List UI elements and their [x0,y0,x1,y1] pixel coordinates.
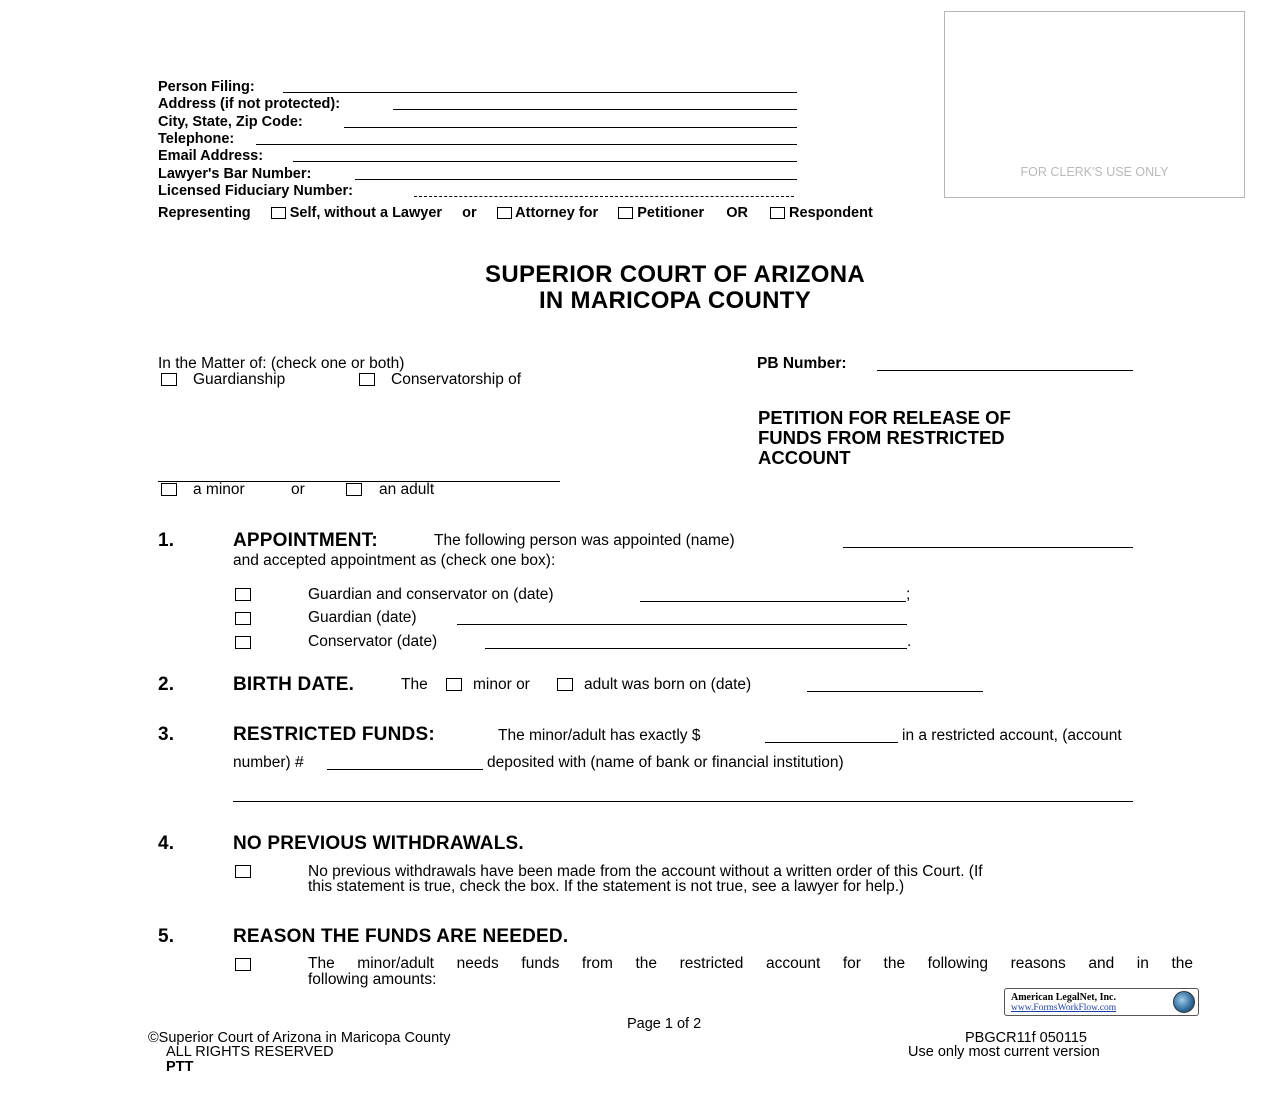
section2-title: BIRTH DATE. [233,674,355,695]
section1-number: 1. [158,530,175,551]
guardian-date-field[interactable] [457,624,907,625]
bank-name-field[interactable] [233,801,1133,802]
guardian-conservator-label: Guardian and conservator on (date) [308,586,554,603]
version-note: Use only most current version [908,1044,1100,1060]
self-checkbox[interactable] [271,207,286,219]
account-number-field[interactable] [327,769,483,770]
section4-text2: this statement is true, check the box. If the statement is not true, see a lawyer for help.) [308,878,905,895]
attorney-checkbox[interactable] [497,207,512,219]
self-label: Self, without a Lawyer [289,205,443,221]
court-title-line2: IN MARICOPA COUNTY [538,287,812,314]
representing-row [158,205,873,221]
petition-title-line3: ACCOUNT [758,447,851,468]
petitioner-checkbox[interactable] [618,207,633,219]
city-state-zip-label: City, State, Zip Code: [158,114,303,130]
clerk-use-label: FOR CLERK'S USE ONLY [1020,165,1169,179]
pb-number-label: PB Number: [757,355,847,372]
court-title-line1: SUPERIOR COURT OF ARIZONA [485,261,865,288]
address-field[interactable] [393,109,797,110]
guardian-conservator-date-field[interactable] [640,601,906,602]
pb-number-field[interactable] [877,370,1133,371]
section1-text1: The following person was appointed (name) [434,532,735,549]
section1-text2: and accepted appointment as (check one box): [233,552,556,569]
representing-label: Representing [158,205,251,221]
section5-number: 5. [158,926,175,947]
copyright: ©Superior Court of Arizona in Maricopa County [148,1030,451,1046]
section3-number: 3. [158,724,175,745]
conservator-date-field[interactable] [485,648,907,649]
minor-label: a minor [193,481,245,498]
attorney-for-label: Attorney for [515,205,599,221]
conservator-checkbox[interactable] [235,636,251,649]
birth-date-field[interactable] [807,691,983,692]
telephone-label: Telephone: [158,131,235,147]
logo-url[interactable]: www.FormsWorkFlow.com [1011,1003,1117,1013]
email-label: Email Address: [158,148,264,164]
conservatorship-checkbox[interactable] [359,373,375,386]
opt1-semicolon: ; [906,586,911,603]
opt3-period: . [907,633,912,650]
ptt-code: PTT [166,1059,194,1075]
minor-checkbox[interactable] [161,483,177,496]
telephone-field[interactable] [256,144,797,145]
section3-text1: The minor/adult has exactly $ [498,727,701,744]
amount-field[interactable] [765,742,898,743]
logo-company: American LegalNet, Inc. [1011,992,1116,1003]
section4-number: 4. [158,833,175,854]
section5-title: REASON THE FUNDS ARE NEEDED. [233,926,569,947]
section3-text1-end: in a restricted account, (account [902,727,1122,744]
city-state-zip-field[interactable] [344,127,797,128]
section2-number: 2. [158,674,175,695]
guardian-conservator-checkbox[interactable] [235,588,251,601]
conservatorship-label: Conservatorship of [391,371,522,388]
guardian-checkbox[interactable] [235,612,251,625]
no-withdrawals-checkbox[interactable] [235,865,251,878]
section2-adult-born: adult was born on (date) [584,676,752,693]
globe-icon [1173,991,1195,1013]
adult-label: an adult [379,481,435,498]
funds-needed-checkbox[interactable] [235,958,251,971]
section3-text2: number) # [233,754,304,771]
page-indicator: Page 1 of 2 [627,1016,702,1032]
rights-reserved: ALL RIGHTS RESERVED [166,1044,334,1060]
guardian-label: Guardian (date) [308,609,417,626]
appointee-name-field[interactable] [843,547,1133,548]
address-label: Address (if not protected): [158,96,341,112]
birth-adult-checkbox[interactable] [557,678,573,691]
respondent-checkbox[interactable] [770,207,785,219]
bar-number-field[interactable] [355,179,797,180]
section4-title: NO PREVIOUS WITHDRAWALS. [233,833,524,854]
section5-text1: The minor/adult needs funds from the restricted account for the following reasons and in the [308,955,1193,972]
petition-title-line2: FUNDS FROM RESTRICTED [758,427,1005,448]
section3-title: RESTRICTED FUNDS: [233,724,435,745]
section2-the: The [401,676,428,693]
conservator-label: Conservator (date) [308,633,438,650]
fiduciary-number-label: Licensed Fiduciary Number: [158,183,353,199]
guardianship-checkbox[interactable] [161,373,177,386]
section5-text2: following amounts: [308,971,437,988]
american-legalnet-logo[interactable] [1004,988,1199,1016]
clerk-use-box [944,11,1245,198]
bar-number-label: Lawyer's Bar Number: [158,166,312,182]
birth-minor-checkbox[interactable] [446,678,462,691]
section4-text1: No previous withdrawals have been made from the account without a written order of this Court. (If [308,863,983,880]
person-filing-label: Person Filing: [158,79,255,95]
petitioner-label: Petitioner [637,205,705,221]
matter-heading: In the Matter of: (check one or both) [158,355,405,372]
fiduciary-number-field[interactable] [414,196,794,197]
form-code: PBGCR11f 050115 [965,1030,1087,1046]
petition-title-line1: PETITION FOR RELEASE OF [758,407,1011,428]
guardianship-label: Guardianship [193,371,286,388]
or-caps-label: OR [726,205,748,221]
person-filing-field[interactable] [283,92,797,93]
email-field[interactable] [293,161,797,162]
minor-adult-or: or [291,481,305,498]
or-label: or [462,205,477,221]
adult-checkbox[interactable] [346,483,362,496]
section3-text2-end: deposited with (name of bank or financial institution) [487,754,844,771]
section2-minor-or: minor or [473,676,530,693]
section1-title: APPOINTMENT: [233,530,378,551]
respondent-label: Respondent [789,205,873,221]
